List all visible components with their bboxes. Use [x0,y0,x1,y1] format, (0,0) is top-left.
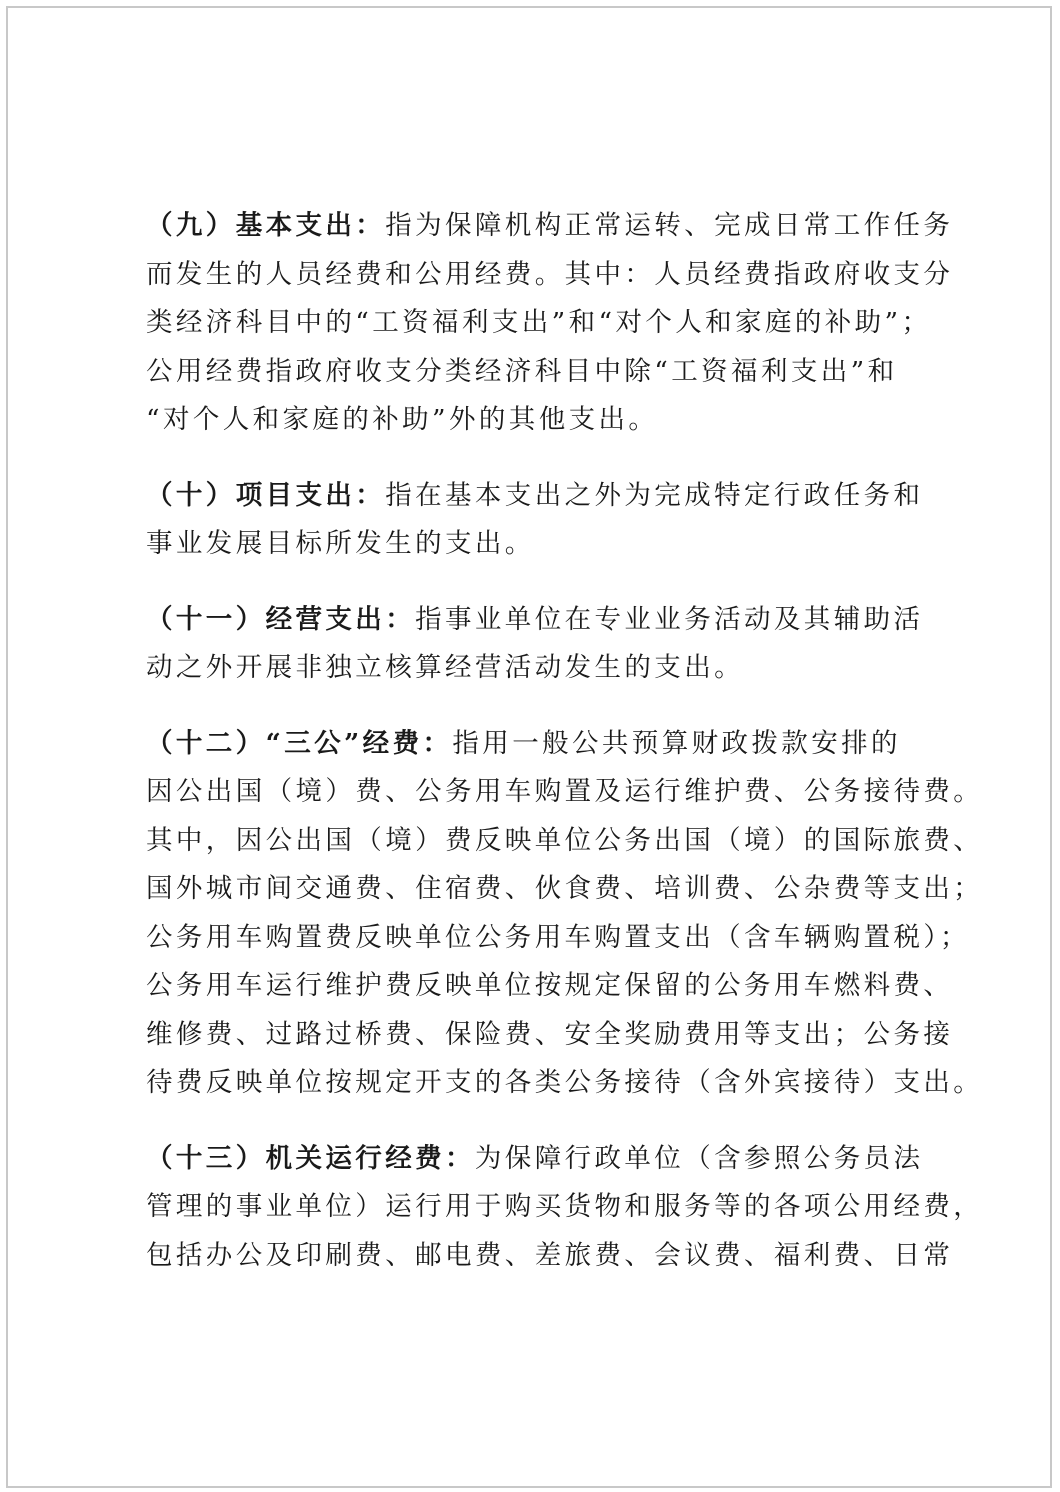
paragraph-first-line [146,720,946,769]
text-line: 包括办公及印刷费、邮电费、差旅费、会议费、福利费、日常 [146,1239,954,1271]
document-page [6,6,1052,1488]
document-body [146,202,984,1280]
text-line: 事业发展目标所发生的支出。 [146,528,535,559]
term-heading: （九）基本支出： [146,210,386,241]
term-heading: （十）项目支出： [146,479,386,511]
text-line: 指用一般公共预算财政拨款安排的 [452,727,901,759]
paragraph-first-line [146,202,954,251]
text-line: 公用经费指政府收支分类经济科目中除“工资福利支出”和 [146,355,898,387]
text-line: 指为保障机构正常运转、完成日常工作任务 [385,210,954,241]
paragraph-gap [146,445,946,472]
term-heading: （十一）经营支出： [146,603,416,635]
text-line: 国外城市间交通费、住宿费、伙食费、培训费、公杂费等支出； [146,873,984,904]
text-line: 指在基本支出之外为完成特定行政任务和 [385,479,924,511]
text-line: 指事业单位在专业业务活动及其辅助活 [415,603,924,635]
text-line: 因公出国（境）费、公务用车购置及运行维护费、公务接待费。 [146,776,984,807]
paragraph-first-line [146,596,946,645]
term-heading: （十二）“三公”经费： [146,727,453,759]
text-line: 其中，因公出国（境）费反映单位公务出国（境）的国际旅费、 [146,824,984,856]
text-line: “对个人和家庭的补助”外的其他支出。 [146,404,659,435]
paragraph-operating-expenditure [146,596,946,693]
text-line: 待费反映单位按规定开支的各类公务接待（含外宾接待）支出。 [146,1067,984,1098]
text-line: 公务用车运行维护费反映单位按规定保留的公务用车燃料费、 [146,970,954,1001]
text-line: 而发生的人员经费和公用经费。其中：人员经费指政府收支分 [146,258,954,290]
text-line: 为保障行政单位（含参照公务员法 [474,1142,924,1174]
paragraph-gap [146,569,946,596]
text-line: 公务用车购置费反映单位公务用车购置支出（含车辆购置税）； [146,921,970,953]
text-line: 维修费、过路过桥费、保险费、安全奖励费用等支出；公务接 [146,1018,954,1050]
paragraph-three-public-expenses [146,720,984,1108]
paragraph-gap [146,693,946,720]
term-heading: （十三）机关运行经费： [146,1142,475,1174]
text-line: 管理的事业单位）运行用于购买货物和服务等的各项公用经费， [146,1191,984,1222]
paragraph-gap [146,1108,946,1135]
paragraph-agency-operating-funds [146,1135,984,1281]
text-line: 类经济科目中的“工资福利支出”和“对个人和家庭的补助”； [146,307,932,338]
paragraph-first-line [146,1135,946,1184]
text-line: 动之外开展非独立核算经营活动发生的支出。 [146,652,744,683]
paragraph-basic-expenditure [146,202,954,445]
paragraph-project-expenditure [146,472,946,569]
paragraph-first-line [146,472,946,521]
